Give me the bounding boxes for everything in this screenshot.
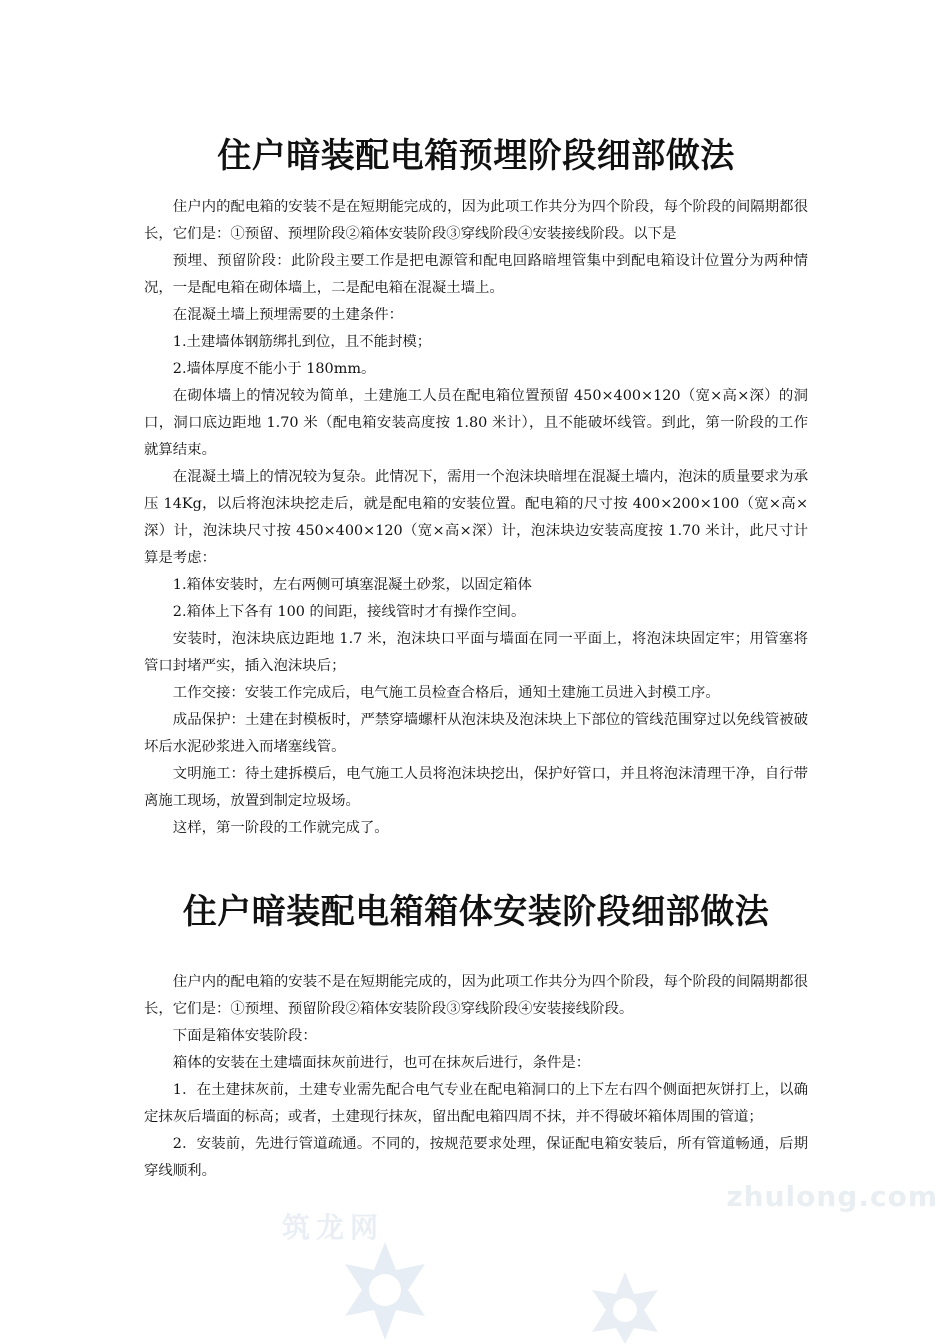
paragraph: 在混凝土墙上预埋需要的土建条件： — [172, 307, 404, 323]
paragraph: 2．安装前，先进行管道疏通。不同的，按规范要求处理，保证配电箱安装后，所有管道畅通，后期穿线顺利。 — [144, 1136, 808, 1179]
watermark-cn-text: 筑龙网 — [282, 1211, 385, 1244]
paragraph: 成品保护：土建在封模板时，严禁穿墙螺杆从泡沫块及泡沫块上下部位的管线范围穿过以免线管被破坏后水泥砂浆进入而堵塞线管。 — [144, 712, 808, 755]
snowflake-watermark-icon — [580, 1270, 670, 1344]
section-1-title: 住户暗装配电箱预埋阶段细部做法 — [217, 136, 735, 176]
paragraph: 2.墙体厚度不能小于 180mm。 — [172, 361, 376, 377]
paragraph: 在砌体墙上的情况较为简单，土建施工人员在配电箱位置预留 450×400×120（宽×高×深）的洞口，洞口底边距地 1.70 米（配电箱安装高度按 1.80 米计），且不能破坏线管。到此，第一阶段的工作就算结束。 — [144, 388, 808, 458]
paragraph: 住户内的配电箱的安装不是在短期能完成的，因为此项工作共分为四个阶段，每个阶段的间隔期都很长，它们是：①预留、预埋阶段②箱体安装阶段③穿线阶段④安装接线阶段。以下是 — [144, 199, 808, 242]
section-2-title: 住户暗装配电箱箱体安装阶段细部做法 — [182, 892, 770, 932]
paragraph: 1.土建墙体钢筋绑扎到位，且不能封模； — [172, 334, 432, 350]
paragraph: 下面是箱体安装阶段： — [172, 1028, 317, 1044]
paragraph: 1.箱体安装时，左右两侧可填塞混凝土砂浆，以固定箱体 — [172, 577, 532, 593]
section-1-body — [144, 194, 808, 842]
paragraph: 住户内的配电箱的安装不是在短期能完成的，因为此项工作共分为四个阶段，每个阶段的间隔期都很长，它们是：①预埋、预留阶段②箱体安装阶段③穿线阶段④安装接线阶段。 — [144, 974, 808, 1017]
paragraph: 箱体的安装在土建墙面抹灰前进行，也可在抹灰后进行，条件是： — [172, 1055, 591, 1071]
section-2-body — [144, 969, 808, 1185]
paragraph: 这样，第一阶段的工作就完成了。 — [172, 820, 389, 836]
paragraph: 工作交接：安装工作完成后，电气施工员检查合格后，通知土建施工员进入封模工序。 — [172, 685, 720, 701]
paragraph: 文明施工：待土建拆模后，电气施工人员将泡沫块挖出，保护好管口，并且将泡沫清理干净，自行带离施工现场，放置到制定垃圾场。 — [144, 766, 808, 809]
paragraph: 在混凝土墙上的情况较为复杂。此情况下，需用一个泡沫块暗埋在混凝土墙内，泡沫的质量要求为承压 14Kg，以后将泡沫块挖走后，就是配电箱的安装位置。配电箱的尺寸按 400×200×100（宽×高×深）计，泡沫块尺寸按 450×400×120（宽×高×深）计，泡沫块边安装高度按 1.70 米计，此尺寸计算是考虑： — [144, 469, 808, 566]
snowflake-watermark-icon — [330, 1240, 440, 1344]
paragraph: 预埋、预留阶段：此阶段主要工作是把电源管和配电回路暗埋管集中到配电箱设计位置分为两种情况，一是配电箱在砌体墙上，二是配电箱在混凝土墙上。 — [144, 253, 808, 296]
paragraph: 安装时，泡沫块底边距地 1.7 米，泡沫块口平面与墙面在同一平面上，将泡沫块固定牢；用管塞将管口封堵严实，插入泡沫块后； — [144, 631, 808, 674]
paragraph: 2.箱体上下各有 100 的间距，接线管时才有操作空间。 — [172, 604, 526, 620]
paragraph: 1．在土建抹灰前，土建专业需先配合电气专业在配电箱洞口的上下左右四个侧面把灰饼打上，以确定抹灰后墙面的标高；或者，土建现行抹灰，留出配电箱四周不抹，并不得破坏箱体周围的管道； — [144, 1082, 808, 1125]
watermark-text: zhulong.com — [726, 1180, 938, 1213]
